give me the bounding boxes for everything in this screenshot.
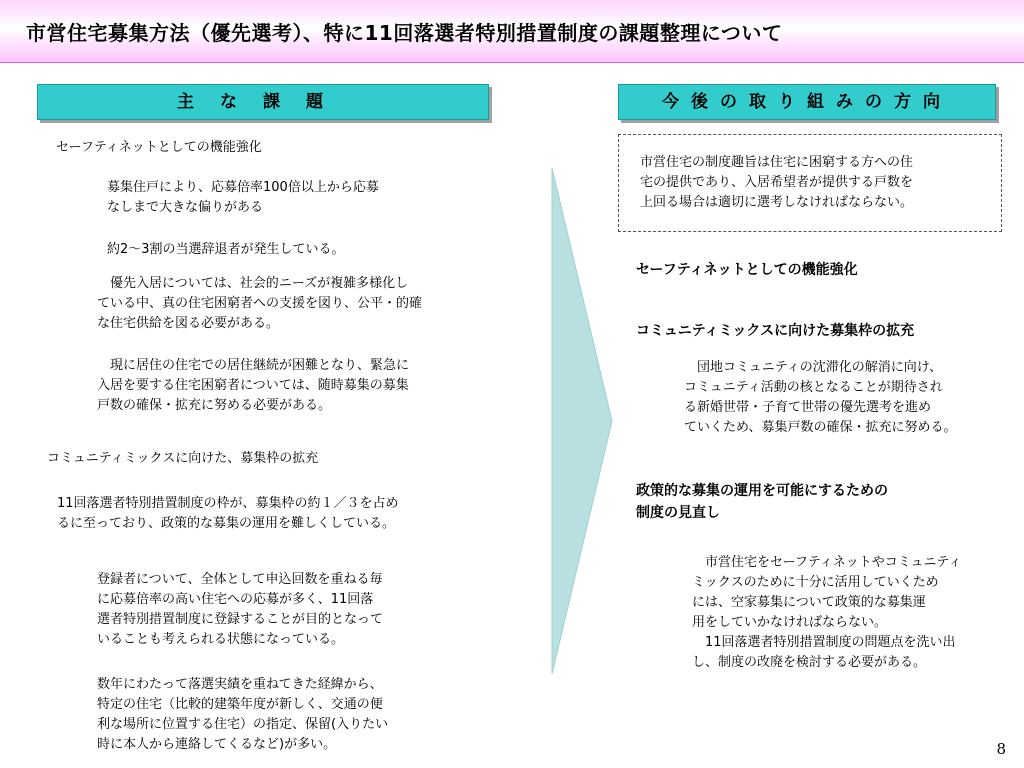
issue-application-bias: 募集住戸により、応募倍率100倍以上から応募 なしまで大きな偏りがある — [107, 180, 379, 215]
direction-system-review-text: 市営住宅をセーフティネットやコミュニティ ミックスのために十分に活用していくため には、空家募集について政策的な募集運 用をしていかなければならない。 11回落選者特別措置制度の問題点を洗い出 し、制度の改廃を検討する必要がある。 — [692, 555, 962, 670]
title-bar — [0, 0, 1024, 63]
future-direction-header: 今後の取り組みの方向 — [618, 84, 996, 120]
policy-intro-text: 市営住宅の制度趣旨は住宅に困窮する方への住 宅の提供であり、入居希望者が提供する戸数を 上回る場合は適切に選考しなければならない。 — [640, 155, 914, 210]
direction-heading-system-review: 政策的な募集の運用を可能にするための 制度の見直し — [636, 483, 888, 521]
page-number: 8 — [996, 740, 1006, 758]
issue-heading-safety-net: セーフティネットとしての機能強化 — [56, 140, 262, 155]
issue-heading-community-mix: コミュニティミックスに向けた、募集枠の拡充 — [47, 451, 319, 466]
issue-priority-housing: 優先入居については、社会的ニーズが複雑多様化し ている中、真の住宅困窮者への支援を図り、公平・的確 な住宅供給を図る必要がある。 — [97, 276, 423, 331]
direction-heading-community-mix: コミュニティミックスに向けた募集枠の拡充 — [636, 323, 915, 339]
page-title: 市営住宅募集方法（優先選考）、特に11回落選者特別措置制度の課題整理について — [26, 21, 783, 45]
main-issues-header: 主な課題 — [37, 84, 489, 120]
issue-declines: 約2～3割の当選辞退者が発生している。 — [107, 242, 345, 257]
issue-special-measure-share: 11回落選者特別措置制度の枠が、募集枠の約１／３を占め るに至っており、政策的な募集の運用を難しくしている。 — [57, 496, 399, 531]
direction-community-text: 団地コミュニティの沈滞化の解消に向け、 コミュニティ活動の核となることが期待され る新婚世帯・子育て世帯の優先選考を進め ていくため、募集戸数の確保・拡充に努める。 — [684, 360, 957, 435]
direction-arrow — [550, 168, 614, 674]
direction-heading-safety-net: セーフティネットとしての機能強化 — [636, 262, 858, 278]
issue-emergency-housing: 現に居住の住宅での居住継続が困難となり、緊急に 入居を要する住宅困窮者については、随時募集の募集 戸数の確保・拡充に努める必要がある。 — [97, 358, 410, 413]
issue-designated-housing: 数年にわたって落選実績を重ねてきた経緯から、 特定の住宅（比較的建築年度が新しく、交通の便 利な場所に位置する住宅）の指定、保留(入りたい 時に本人から連絡してくるなど)が多い。 — [97, 677, 389, 752]
issue-registrants: 登録者について、全体として申込回数を重ねる毎 に応募倍率の高い住宅への応募が多く、11回落 選者特別措置制度に登録することが目的となって いることも考えられる状態になっている。 — [97, 572, 384, 647]
